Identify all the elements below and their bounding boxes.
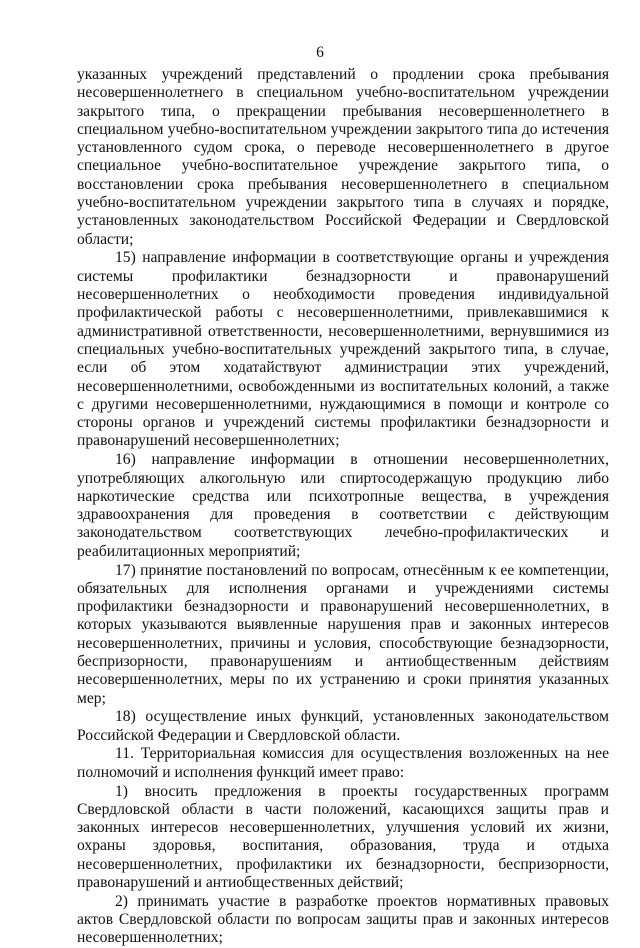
paragraph: 15) направление информации в соответствующие органы и учреждения системы профилактики безнадзорности и правонарушений несовершеннолетних о необходимости проведения индивидуальной профилактической работы с несовершеннолетними, привлекавшимися к административной ответственности, несовершеннолетними, вернувшимися из специальных учебно-воспитательных учреждений закрытого типа, в случае, если об этом ходатайствуют администрации этих учреждений, несовершеннолетними, освобожденными из воспитательных колоний, а также с другими несовершеннолетними, нуждающимися в помощи и контроле со стороны органов и учреждений системы профилактики безнадзорности и правонарушений несовершеннолетних; [77,249,609,450]
paragraph: 1) вносить предложения в проекты государственных программ Свердловской области в части положений, касающихся защиты прав и законных интересов несовершеннолетних, улучшения условий их жизни, охраны здоровья, воспитания, образования, труда и отдыха несовершеннолетних, профилактики их безнадзорности, беспризорности, правонарушений и антиобщественных действий; [77,782,609,892]
page-number: 6 [316,44,324,61]
document-body [77,66,609,948]
paragraph: 11. Территориальная комиссия для осуществления возложенных на нее полномочий и исполнения функций имеет право: [77,745,609,781]
paragraph: 2) принимать участие в разработке проектов нормативных правовых актов Свердловской области по вопросам защиты прав и законных интересов несовершеннолетних; [77,892,609,947]
paragraph: 16) направление информации в отношении несовершеннолетних, употребляющих алкогольную или спиртосодержащую продукцию либо наркотические средства или психотропные вещества, в учреждения здравоохранения для проведения в соответствии с действующим законодательством соответствующих лечебно-профилактических и реабилитационных мероприятий; [77,451,609,560]
paragraph: указанных учреждений представлений о продлении срока пребывания несовершеннолетнего в специальном учебно-воспитательном учреждении закрытого типа, о прекращении пребывания несовершеннолетнего в специальном учебно-воспитательном учреждении закрытого типа до истечения установленного судом срока, о переводе несовершеннолетнего в другое специальное учебно-воспитательное учреждение закрытого типа, о восстановлении срока пребывания несовершеннолетнего в специальном учебно-воспитательном учреждении закрытого типа в случаях и порядке, установленных законодательством Российской Федерации и Свердловской области; [77,66,609,248]
paragraph: 17) принятие постановлений по вопросам, отнесённым к ее компетенции, обязательных для исполнения органами и учреждениями системы профилактики безнадзорности и правонарушений несовершеннолетних, в которых указываются выявленные нарушения прав и законных интересов несовершеннолетних, причины и условия, способствующие безнадзорности, беспризорности, правонарушениям и антиобщественным действиям несовершеннолетних, меры по их устранению и сроки принятия указанных мер; [77,561,609,707]
paragraph: 18) осуществление иных функций, установленных законодательством Российской Федерации и Свердловской области. [77,708,609,744]
